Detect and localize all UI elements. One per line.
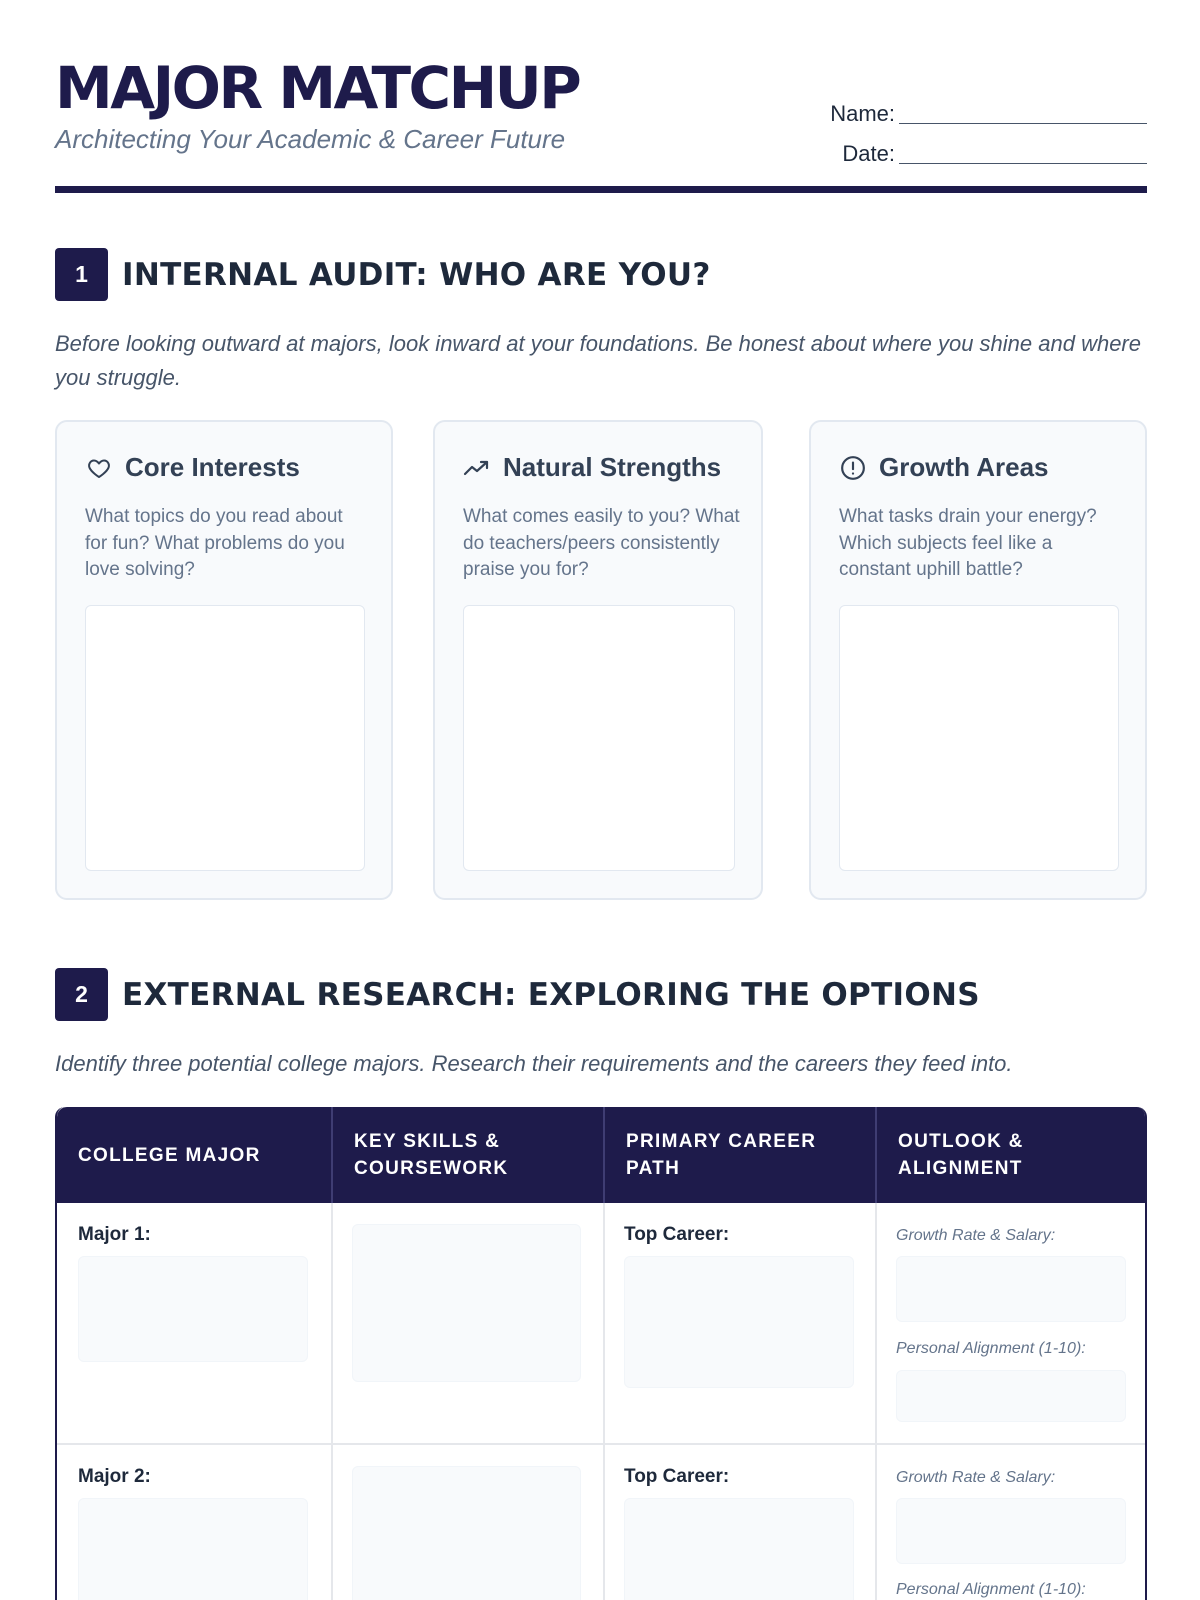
major-2-growth-label: Growth Rate & Salary: [896,1469,1056,1486]
major-1-label: Major 1: [78,1224,151,1245]
core-interests-answer-box[interactable] [85,605,365,871]
page-title: MAJOR MATCHUP [55,54,580,122]
name-label: Name: [830,101,895,126]
major-2-career-input[interactable] [624,1498,854,1600]
major-1-growth-label: Growth Rate & Salary: [896,1227,1056,1244]
name-field[interactable] [899,100,1147,124]
major-2-skills-input[interactable] [352,1466,581,1600]
major-1-alignment-input[interactable] [896,1370,1126,1422]
card-natural-strengths [433,420,763,900]
date-row [817,128,1147,168]
major-1-career-input[interactable] [624,1256,854,1388]
card-core-interests [55,420,393,900]
section-1-title: INTERNAL AUDIT: WHO ARE YOU? [122,256,711,293]
section-1-description: Before looking outward at majors, look inward at your foundations. Be honest about where you shine and where you struggle. [55,331,1141,390]
column-divider [603,1203,605,1600]
section-1-heading [55,248,711,301]
major-1-career-label: Top Career: [624,1224,730,1245]
card-header [839,452,1049,483]
section-2-description: Identify three potential college majors. Research their requirements and the careers they feed into. [55,1051,1013,1076]
page-subtitle: Architecting Your Academic & Career Future [55,124,566,154]
worksheet-header [55,0,1147,194]
date-label: Date: [842,141,895,166]
table-header [57,1107,1147,1203]
card-description: What topics do you read about for fun? What problems do you love solving? [85,506,345,580]
column-divider [331,1203,333,1600]
card-description: What tasks drain your energy? Which subjects feel like a constant uphill battle? [839,506,1097,580]
name-row [817,88,1147,128]
column-header-outlook: OUTLOOK & ALIGNMENT [898,1131,1024,1179]
header-divider [55,186,1147,193]
card-header [85,452,300,483]
student-info [817,88,1147,168]
growth-areas-answer-box[interactable] [839,605,1119,871]
research-table [55,1107,1147,1600]
major-2-career-label: Top Career: [624,1466,730,1487]
card-title: Core Interests [125,452,300,482]
major-1-growth-input[interactable] [896,1256,1126,1322]
row-divider [57,1443,1147,1445]
section-2-title: EXTERNAL RESEARCH: EXPLORING THE OPTIONS [122,976,980,1013]
section-2-heading [55,968,980,1021]
column-divider [875,1203,877,1600]
card-header [463,452,721,483]
card-growth-areas [809,420,1147,900]
major-2-alignment-label: Personal Alignment (1-10): [896,1581,1086,1598]
trending-up-icon [463,454,491,482]
major-1-alignment-label: Personal Alignment (1-10): [896,1340,1086,1357]
column-header-career-path: PRIMARY CAREER PATH [626,1131,817,1179]
card-title: Growth Areas [879,452,1049,482]
section-2-number-badge: 2 [55,968,108,1021]
major-2-growth-input[interactable] [896,1498,1126,1564]
alert-circle-icon [839,454,867,482]
major-2-input[interactable] [78,1498,308,1600]
section-1-number-badge: 1 [55,248,108,301]
natural-strengths-answer-box[interactable] [463,605,735,871]
date-field[interactable] [899,140,1147,164]
worksheet-page [55,0,1147,1600]
column-header-key-skills: KEY SKILLS & COURSEWORK [354,1131,509,1179]
audit-cards [55,420,1147,900]
column-header-college-major: COLLEGE MAJOR [78,1144,261,1166]
major-1-skills-input[interactable] [352,1224,581,1382]
card-description: What comes easily to you? What do teachers/peers consistently praise you for? [463,506,740,580]
heart-icon [85,454,113,482]
major-1-input[interactable] [78,1256,308,1362]
card-title: Natural Strengths [503,452,722,482]
major-2-label: Major 2: [78,1466,151,1487]
